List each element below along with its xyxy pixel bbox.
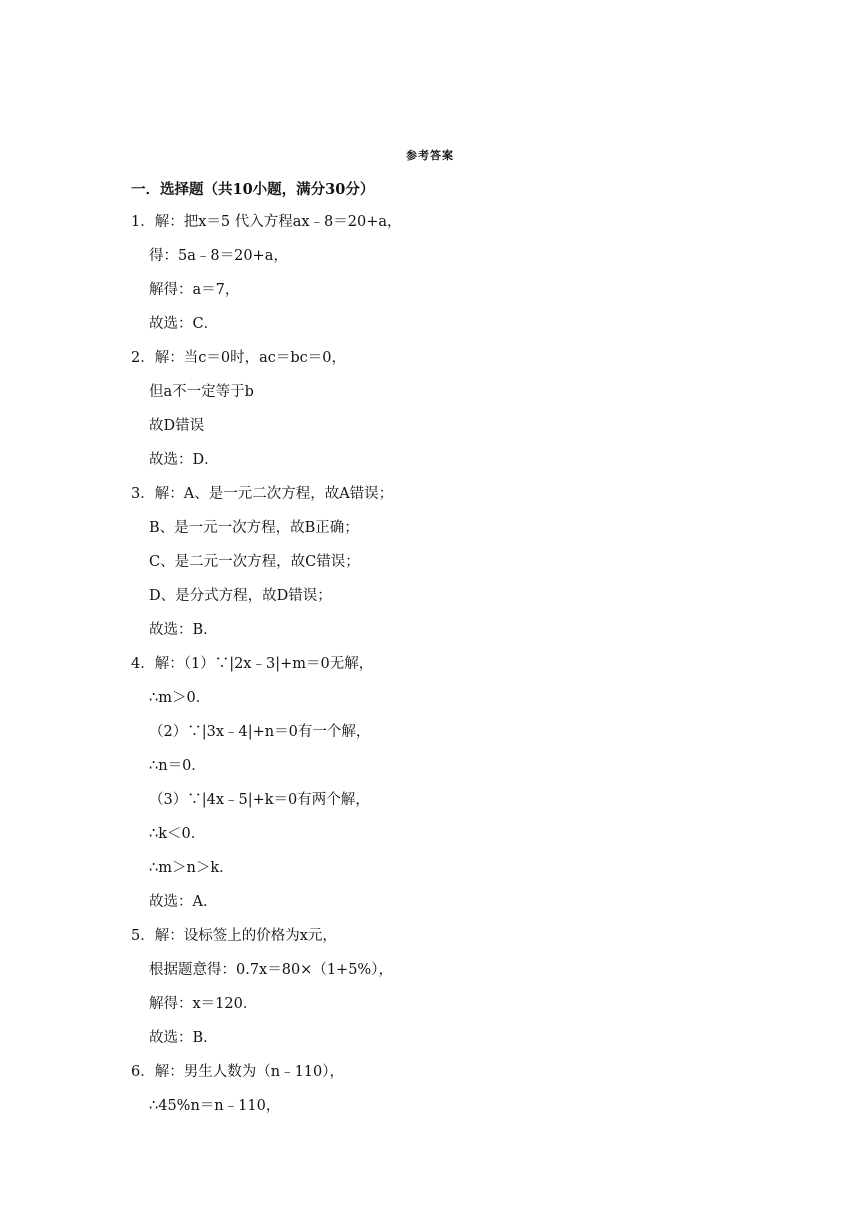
answer-line: 解得：a＝7，: [149, 282, 240, 298]
answer-line: 5．解：设标签上的价格为x元，: [131, 928, 337, 944]
section-heading: 一．选择题（共10小题，满分30分）: [131, 181, 375, 198]
answer-line: 故选：B．: [149, 1030, 218, 1046]
answer-line: 故D错误: [149, 418, 205, 434]
answer-line: 故选：A．: [149, 894, 218, 910]
answer-line: （3）∵|4x﹣5|+k＝0有两个解，: [149, 792, 370, 808]
answer-line: D、是分式方程，故D错误；: [149, 588, 332, 604]
answer-line: 但a不一定等于b: [149, 384, 254, 400]
answer-line: 得：5a﹣8＝20+a，: [149, 248, 288, 264]
answer-line: ∴45%n＝n﹣110，: [149, 1098, 281, 1114]
answer-line: B、是一元一次方程，故B正确；: [149, 520, 359, 536]
answer-line: 6．解：男生人数为（n﹣110），: [131, 1064, 344, 1080]
answer-line: 解得：x＝120．: [149, 996, 258, 1012]
answer-line: 故选：B．: [149, 622, 218, 638]
answer-line: 故选：D．: [149, 452, 219, 468]
answer-line: 1．解：把x＝5 代入方程ax﹣8＝20+a，: [131, 214, 402, 230]
answer-line: ∴m＞0．: [149, 690, 211, 706]
answer-line: 故选：C．: [149, 316, 219, 332]
page-title: 参考答案: [406, 149, 454, 162]
answer-line: 4．解：（1）∵|2x﹣3|+m＝0无解，: [131, 656, 374, 672]
answer-line: ∴n＝0．: [149, 758, 206, 774]
answer-line: C、是二元一次方程，故C错误；: [149, 554, 360, 570]
answer-line: 根据题意得：0.7x＝80×（1+5%），: [149, 962, 393, 978]
answer-line: ∴k＜0．: [149, 826, 206, 842]
answer-line: 2．解：当c＝0时，ac＝bc＝0，: [131, 350, 346, 366]
answer-line: （2）∵|3x﹣4|+n＝0有一个解，: [149, 724, 371, 740]
answer-line: 3．解：A、是一元二次方程，故A错误；: [131, 486, 394, 502]
answer-line: ∴m＞n＞k．: [149, 860, 234, 876]
